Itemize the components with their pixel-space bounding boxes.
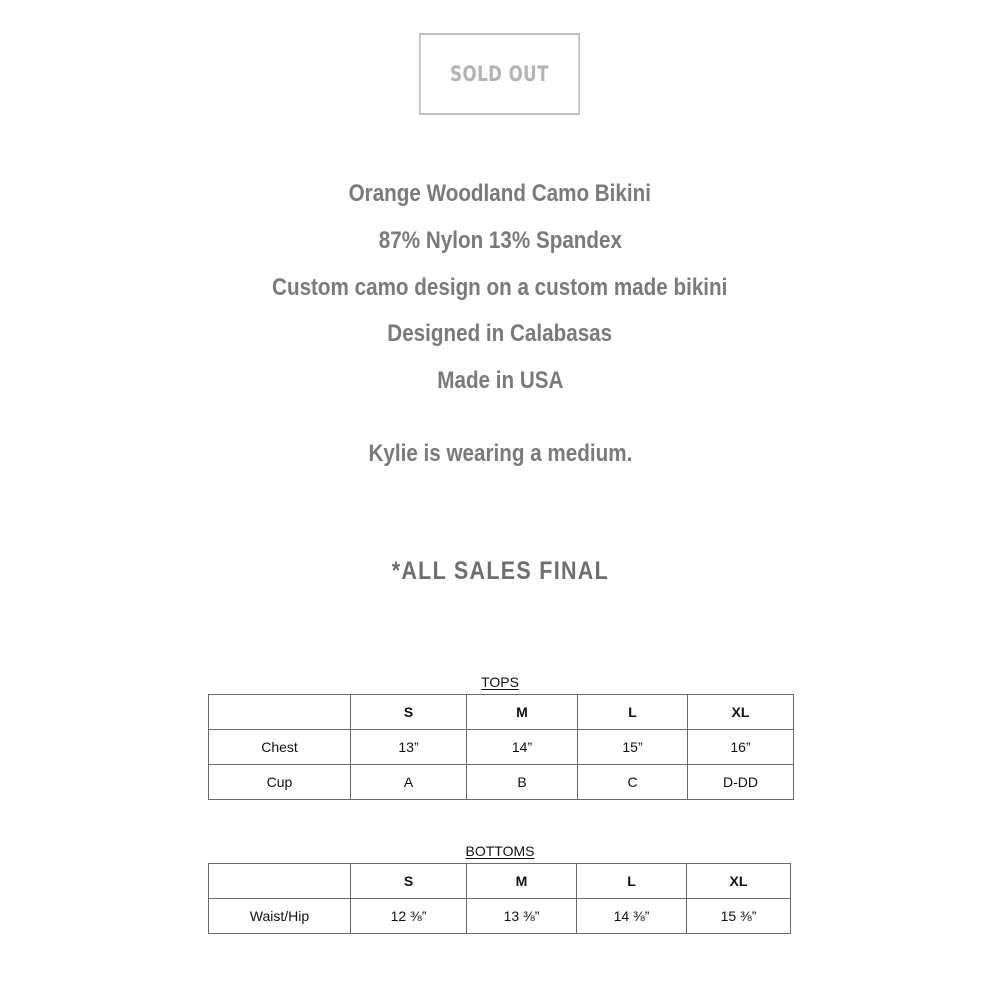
table-row [209, 899, 791, 934]
sales-final-note-text: *ALL SALES FINAL [391, 557, 609, 585]
product-material-text: 87% Nylon 13% Spandex [378, 227, 622, 254]
tops-header-cell: L [578, 695, 688, 730]
sold-out-button[interactable]: SOLD OUT [419, 33, 580, 115]
table-cell: 14” [467, 730, 578, 765]
bottoms-header-cell [209, 864, 351, 899]
bottoms-header-cell: S [351, 864, 467, 899]
table-row [209, 730, 794, 765]
tops-header-cell: S [351, 695, 467, 730]
table-cell: 12 ⅜” [351, 899, 467, 934]
table-row [209, 765, 794, 800]
product-design-note-text: Custom camo design on a custom made bikini [272, 274, 728, 301]
table-row-label: Cup [209, 765, 351, 800]
table-row-label: Chest [209, 730, 351, 765]
table-cell: A [351, 765, 467, 800]
bottoms-table-title-text: BOTTOMS [465, 843, 535, 859]
table-cell: 13” [351, 730, 467, 765]
bottoms-header-row [209, 864, 791, 899]
product-designed-in-text: Designed in Calabasas [387, 320, 613, 347]
bottoms-header-cell: L [577, 864, 687, 899]
table-cell: 13 ⅜” [467, 899, 577, 934]
table-cell: C [578, 765, 688, 800]
table-cell: 15 ⅜” [687, 899, 791, 934]
product-made-in-text: Made in USA [436, 367, 564, 394]
table-cell: 15” [578, 730, 688, 765]
tops-header-cell: M [467, 695, 578, 730]
tops-table-title [0, 675, 1000, 689]
sales-final-note [0, 559, 1000, 584]
product-designed-in [0, 322, 1000, 346]
model-size-note [0, 442, 1000, 466]
table-cell: D-DD [688, 765, 794, 800]
table-cell: 14 ⅜” [577, 899, 687, 934]
product-design-note [0, 276, 1000, 300]
product-material [0, 229, 1000, 253]
tops-table-title-text: TOPS [481, 674, 519, 690]
bottoms-header-cell: XL [687, 864, 791, 899]
tops-size-table [208, 694, 794, 800]
tops-header-cell: XL [688, 695, 794, 730]
model-size-note-text: Kylie is wearing a medium. [368, 440, 632, 467]
table-cell: B [467, 765, 578, 800]
table-row-label: Waist/Hip [209, 899, 351, 934]
bottoms-size-table [208, 863, 791, 934]
table-cell: 16” [688, 730, 794, 765]
product-title-text: Orange Woodland Camo Bikini [348, 180, 652, 207]
bottoms-header-cell: M [467, 864, 577, 899]
bottoms-table-title [0, 844, 1000, 858]
tops-header-row [209, 695, 794, 730]
product-made-in [0, 369, 1000, 393]
tops-header-cell [209, 695, 351, 730]
product-title [0, 182, 1000, 206]
